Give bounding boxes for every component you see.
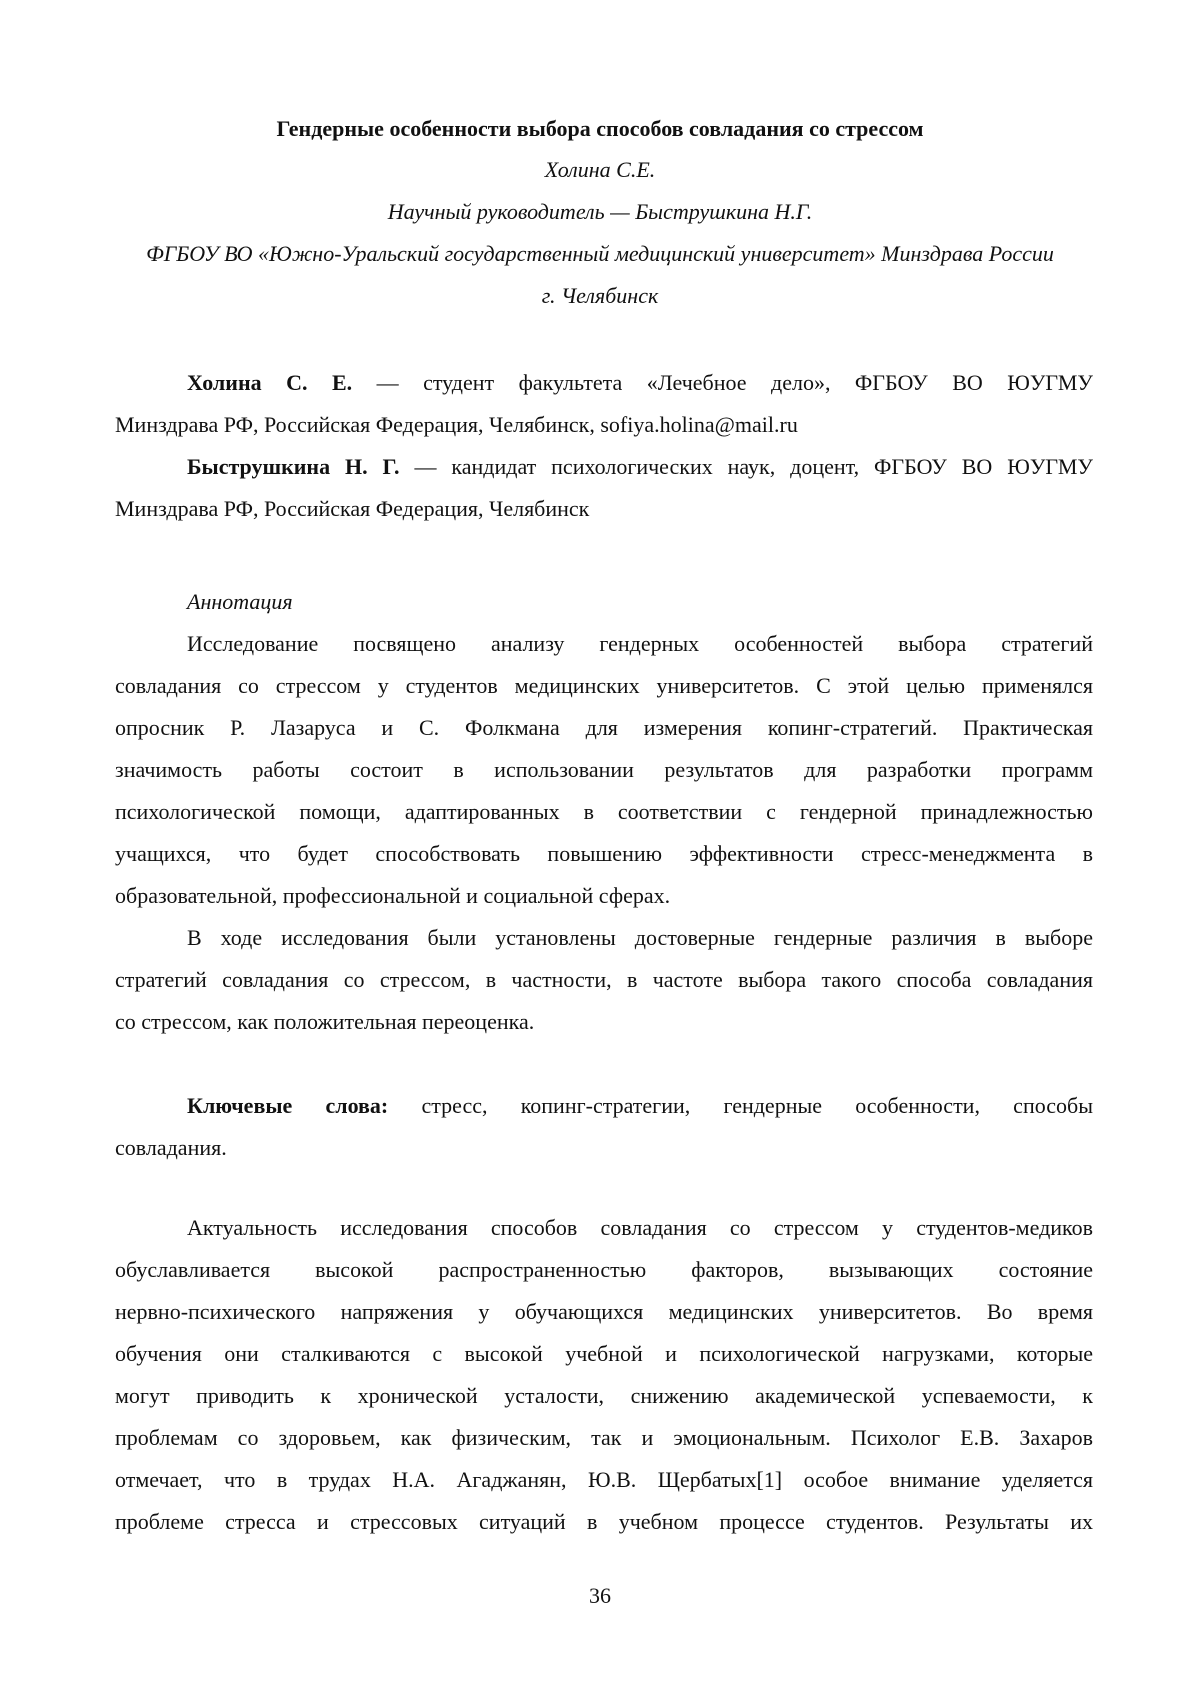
text-line: отмечает, что в трудах Н.А. Агаджанян, Ю.В. Щербатых[1] особое внимание уделяется: [115, 1459, 1093, 1501]
authors-info: [115, 362, 1093, 530]
keywords-line-1: [115, 1085, 1093, 1127]
text-line: нервно-психического напряжения у обучающихся медицинских университетов. Во время: [115, 1291, 1093, 1333]
intro-paragraph: [115, 1207, 1093, 1543]
text-line: Актуальность исследования способов совладания со стрессом у студентов-медиков: [115, 1207, 1093, 1249]
author-2-description: — кандидат психологических наук, доцент, ФГБОУ ВО ЮУГМУ: [400, 454, 1093, 479]
author-name: Холина С.Е.: [0, 157, 1200, 183]
text-line: Исследование посвящено анализу гендерных особенностей выбора стратегий: [115, 623, 1093, 665]
document-page: [0, 0, 1200, 1697]
keywords-list: стресс, копинг-стратегии, гендерные особенности, способы: [388, 1093, 1093, 1118]
author-2-line-1: [115, 446, 1093, 488]
supervisor-line: Научный руководитель — Быструшкина Н.Г.: [0, 199, 1200, 225]
article-title: Гендерные особенности выбора способов совладания со стрессом: [0, 116, 1200, 142]
text-line: стратегий совладания со стрессом, в частности, в частоте выбора такого способа совладания: [115, 959, 1093, 1001]
keywords-line-2: совладания.: [115, 1127, 1093, 1169]
organization-line: ФГБОУ ВО «Южно-Уральский государственный медицинский университет» Минздрава России: [0, 241, 1200, 267]
text-line: образовательной, профессиональной и социальной сферах.: [115, 875, 1093, 917]
text-line: со стрессом, как положительная переоценка.: [115, 1001, 1093, 1043]
author-1-line-2: Минздрава РФ, Российская Федерация, Челябинск, sofiya.holina@mail.ru: [115, 404, 1093, 446]
keywords-block: [115, 1085, 1093, 1169]
text-line: опросник Р. Лазаруса и С. Фолкмана для измерения копинг-стратегий. Практическая: [115, 707, 1093, 749]
annotation-paragraph-1: [115, 623, 1093, 917]
annotation-paragraph-2: [115, 917, 1093, 1043]
page-number: 36: [0, 1583, 1200, 1609]
text-line: обуславливается высокой распространенностью факторов, вызывающих состояние: [115, 1249, 1093, 1291]
text-line: значимость работы состоит в использовании результатов для разработки программ: [115, 749, 1093, 791]
author-2-name: Быструшкина Н. Г.: [187, 454, 400, 479]
author-2-line-2: Минздрава РФ, Российская Федерация, Челябинск: [115, 488, 1093, 530]
keywords-label: Ключевые слова:: [187, 1093, 388, 1118]
annotation-heading-block: [115, 581, 1093, 623]
text-line: психологической помощи, адаптированных в соответствии с гендерной принадлежностью: [115, 791, 1093, 833]
author-1-line-1: [115, 362, 1093, 404]
city-line: г. Челябинск: [0, 283, 1200, 309]
author-1-description: — студент факультета «Лечебное дело», ФГБОУ ВО ЮУГМУ: [352, 370, 1093, 395]
text-line: проблеме стресса и стрессовых ситуаций в учебном процессе студентов. Результаты их: [115, 1501, 1093, 1543]
text-line: обучения они сталкиваются с высокой учебной и психологической нагрузками, которые: [115, 1333, 1093, 1375]
text-line: могут приводить к хронической усталости, снижению академической успеваемости, к: [115, 1375, 1093, 1417]
text-line: В ходе исследования были установлены достоверные гендерные различия в выборе: [115, 917, 1093, 959]
text-line: учащихся, что будет способствовать повышению эффективности стресс-менеджмента в: [115, 833, 1093, 875]
text-line: проблемам со здоровьем, как физическим, так и эмоциональным. Психолог Е.В. Захаров: [115, 1417, 1093, 1459]
annotation-heading: Аннотация: [115, 581, 1093, 623]
text-line: совладания со стрессом у студентов медицинских университетов. С этой целью применялся: [115, 665, 1093, 707]
author-1-name: Холина С. Е.: [187, 370, 352, 395]
